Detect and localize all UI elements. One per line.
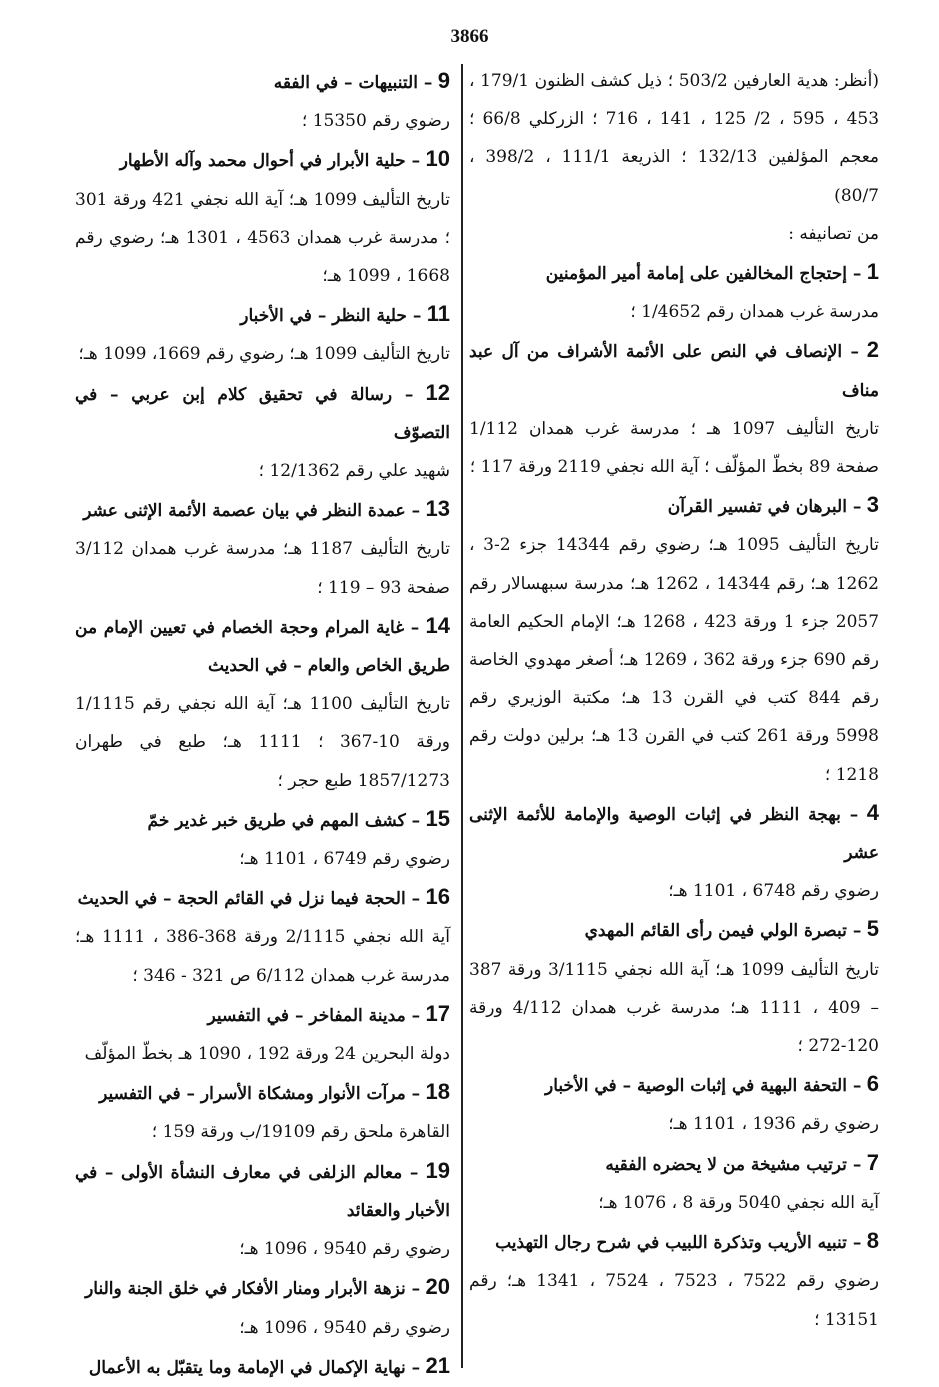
entry-details: تاريخ التأليف 1095 هـ؛ رضوي رقم 14344 جزء 2-3 ، 1262 هـ؛ رقم 14344 ، 1262 هـ؛ مدرسة سبهسالار رقم 2057 جزء 1 ورقة 423 ، 1268 هـ؛ الإمام الحكيم العامة رقم 690 جزء ورقة 362 ، 1269 هـ؛ أصغر مهدوي الخاصة رقم 844 كتب في القرن 13 هـ؛ مكتبة الوزيري رقم 5998 ورقة 261 كتب في القرن 13 هـ؛ برلين دولت رقم 1218 ؛ [469,535,880,785]
works-heading: من تصانيفه : [788,223,879,244]
entry-heading [75,607,450,685]
bibliography-entry [75,1268,450,1346]
column-divider [461,64,463,1368]
entry-title: – مدينة المفاخر – في التفسير [207,1005,421,1026]
entry-heading [469,1222,879,1262]
entry-heading [75,1152,450,1230]
entry-title: – نهاية الإكمال في الإمامة وما يتقبّل به الأعمال [88,1357,421,1378]
entry-number: 10 [425,146,450,172]
entry-number: 7 [866,1149,879,1175]
entry-heading [469,486,879,526]
bibliography-entry [469,1144,879,1222]
bibliography-entry [75,490,450,607]
page-number: 3866 [450,26,489,47]
bibliography-entry [75,1347,450,1387]
entry-number: 13 [425,496,450,522]
entry-title: – التنبيهات – في الفقه [273,73,433,93]
bibliography-entry [75,140,450,295]
entry-details: آية الله نجفي 5040 ورقة 8 ، 1076 هـ؛ [598,1192,879,1213]
entry-heading [75,374,450,452]
entry-details: القاهرة ملحق رقم 19109/ب ورقة 159 ؛ [151,1122,450,1143]
bibliography-entry [75,995,450,1073]
entry-details: رضوي رقم 9540 ، 1096 هـ؛ [239,1317,450,1338]
entry-details: تاريخ التأليف 1099 هـ؛ آية الله نجفي 3/1115 ورقة 387 – 409 ، 1111 هـ؛ مدرسة غرب همدان 4/112 ورقة 120-272 ؛ [469,959,880,1057]
entry-number: 12 [425,379,450,405]
entry-number: 16 [425,884,450,910]
intro-references: (أنظر: هدية العارفين 503/2 ؛ ذيل كشف الظنون 179/1 ، 453 ، 595 ، 2/ 125 ، 141 ، 716 ؛ الزركلي 66/8 ؛ معجم المؤلفين 132/13 ؛ الذريعة 111/1 ، 398/2 ، 80/7) [469,71,880,206]
bibliography-entry [75,374,450,491]
entry-details: رضوي رقم 7522 ، 7523 ، 7524 ، 1341 هـ؛ رقم 13151 ؛ [469,1271,879,1330]
entry-number: 14 [425,612,450,638]
entry-heading [75,1347,450,1387]
entry-heading [469,1144,879,1184]
bibliography-entry [75,607,450,800]
entry-heading [75,800,450,840]
entry-details: رضوي رقم 6748 ، 1101 هـ؛ [668,881,879,902]
bibliography-entry [469,253,879,331]
entry-heading [75,1073,450,1113]
entry-details: تاريخ التأليف 1099 هـ؛ رضوي رقم 1669، 1099 هـ؛ [78,344,450,365]
bibliography-entry [75,800,450,878]
entry-heading [469,1065,879,1105]
left-entries-list [75,62,450,1387]
entry-title: – عمدة النظر في بيان عصمة الأئمة الإثنى عشر [83,501,421,522]
entry-title: – تبصرة الولي فيمن رأى القائم المهدي [584,921,862,942]
entry-title: – الحجة فيما نزل في القائم الحجة – في الحديث [77,889,421,910]
bibliography-entry [75,62,450,140]
entry-number: 2 [866,337,880,363]
entry-heading [75,295,450,335]
entry-details: تاريخ التأليف 1187 هـ؛ مدرسة غرب همدان 3/112 صفحة 93 – 119 ؛ [75,539,450,598]
entry-title: – تنبيه الأريب وتذكرة اللبيب في شرح رجال التهذيب [495,1233,862,1254]
entry-details: دولة البحرين 24 ورقة 192 ، 1090 هـ بخطّ المؤلّف [84,1044,450,1065]
entry-title: – نزهة الأبرار ومنار الأفكار في خلق الجنة والنار [85,1279,421,1300]
bibliography-entry [75,1073,450,1151]
entry-heading [469,794,879,872]
bibliography-entry [469,910,879,1065]
bibliography-entry [469,1065,879,1143]
entry-number: 5 [866,916,879,942]
bibliography-entry [469,1222,879,1339]
entry-heading [75,1268,450,1308]
entry-number: 11 [426,301,450,327]
entry-heading [75,140,450,180]
entry-title: – حلية النظر – في الأخبار [240,306,422,327]
entry-title: – التحفة البهية في إثبات الوصية – في الأخبار [544,1076,862,1097]
entry-number: 1 [866,259,879,285]
bibliography-entry [75,1152,450,1269]
entry-title: – ترتيب مشيخة من لا يحضره الفقيه [605,1154,862,1175]
entry-details: تاريخ التأليف 1099 هـ؛ آية الله نجفي 421 ورقة 301 ؛ مدرسة غرب همدان 4563 ، 1301 هـ؛ رضوي رقم 1668 ، 1099 هـ؛ [75,189,450,287]
bibliography-entry [75,878,450,995]
entry-number: 20 [425,1274,450,1300]
entry-title: – البرهان في تفسير القرآن [667,497,862,518]
entry-number: 17 [425,1000,450,1026]
entry-details: تاريخ التأليف 1100 هـ؛ آية الله نجفي رقم 1/1115 ورقة 10-367 ؛ 1111 هـ؛ طبع في طهران 1857/1273 طبع حجر ؛ [75,694,450,791]
entry-title: – معالم الزلفى في معارف النشأة الأولى – في الأخبار والعقائد [75,1162,450,1221]
entry-number: 4 [866,799,880,825]
entry-number: 18 [425,1079,450,1105]
entry-title: – الإنصاف في النص على الأئمة الأشراف من آل عبد مناف [469,342,879,401]
entry-number: 8 [866,1228,879,1254]
entry-heading [75,995,450,1035]
bibliography-entry [469,331,879,486]
entry-details: آية الله نجفي 2/1115 ورقة 368-386 ، 1111 هـ؛ مدرسة غرب همدان 6/112 ص 321 - 346 ؛ [75,927,451,986]
entry-heading [75,490,450,530]
entry-number: 19 [425,1157,451,1183]
bibliography-entry [469,794,879,911]
entry-number: 6 [866,1071,879,1097]
entry-number: 15 [425,805,450,831]
entry-heading [469,910,879,950]
entry-title: – كشف المهم في طريق خبر غدير خمّ [147,810,421,831]
entry-details: تاريخ التأليف 1097 هـ ؛ مدرسة غرب همدان 1/112 صفحة 89 بخطّ المؤلّف ؛ آية الله نجفي 2119 ورقة 117 ؛ [469,418,879,478]
entry-title: – رسالة في تحقيق كلام إبن عربي – في التصوّف [75,384,450,443]
entry-number: 3 [866,492,879,518]
bibliography-entry [469,486,879,794]
entry-number: 9 [437,68,450,93]
entry-details: رضوي رقم 1936 ، 1101 هـ؛ [668,1114,879,1135]
entry-title: – إحتجاج المخالفين على إمامة أمير المؤمنين [545,264,862,285]
right-column [469,62,879,1339]
entry-heading [75,878,450,918]
entry-title: – بهجة النظر في إثبات الوصية والإمامة للأئمة الإثنى عشر [469,804,879,864]
entry-title: – مرآت الأنوار ومشكاة الأسرار – في التفسير [99,1084,421,1105]
entry-details: رضوي رقم 6749 ، 1101 هـ؛ [239,849,450,870]
entry-number: 21 [425,1352,450,1378]
bibliography-entry [75,295,450,373]
left-column [75,62,450,1387]
entry-details: رضوي رقم 15350 ؛ [301,111,450,132]
entry-title: – حلية الأبرار في أحوال محمد وآله الأطهار [119,151,421,172]
entry-details: مدرسة غرب همدان رقم 1/4652 ؛ [630,302,879,323]
right-entries-list [469,253,879,1339]
entry-heading [75,62,450,102]
entry-details: شهيد علي رقم 12/1362 ؛ [258,461,450,482]
entry-heading [469,331,879,409]
entry-heading [469,253,879,293]
entry-details: رضوي رقم 9540 ، 1096 هـ؛ [239,1239,450,1260]
entry-title: – غاية المرام وحجة الخصام في تعيين الإمام من طريق الخاص والعام – في الحديث [75,617,450,677]
